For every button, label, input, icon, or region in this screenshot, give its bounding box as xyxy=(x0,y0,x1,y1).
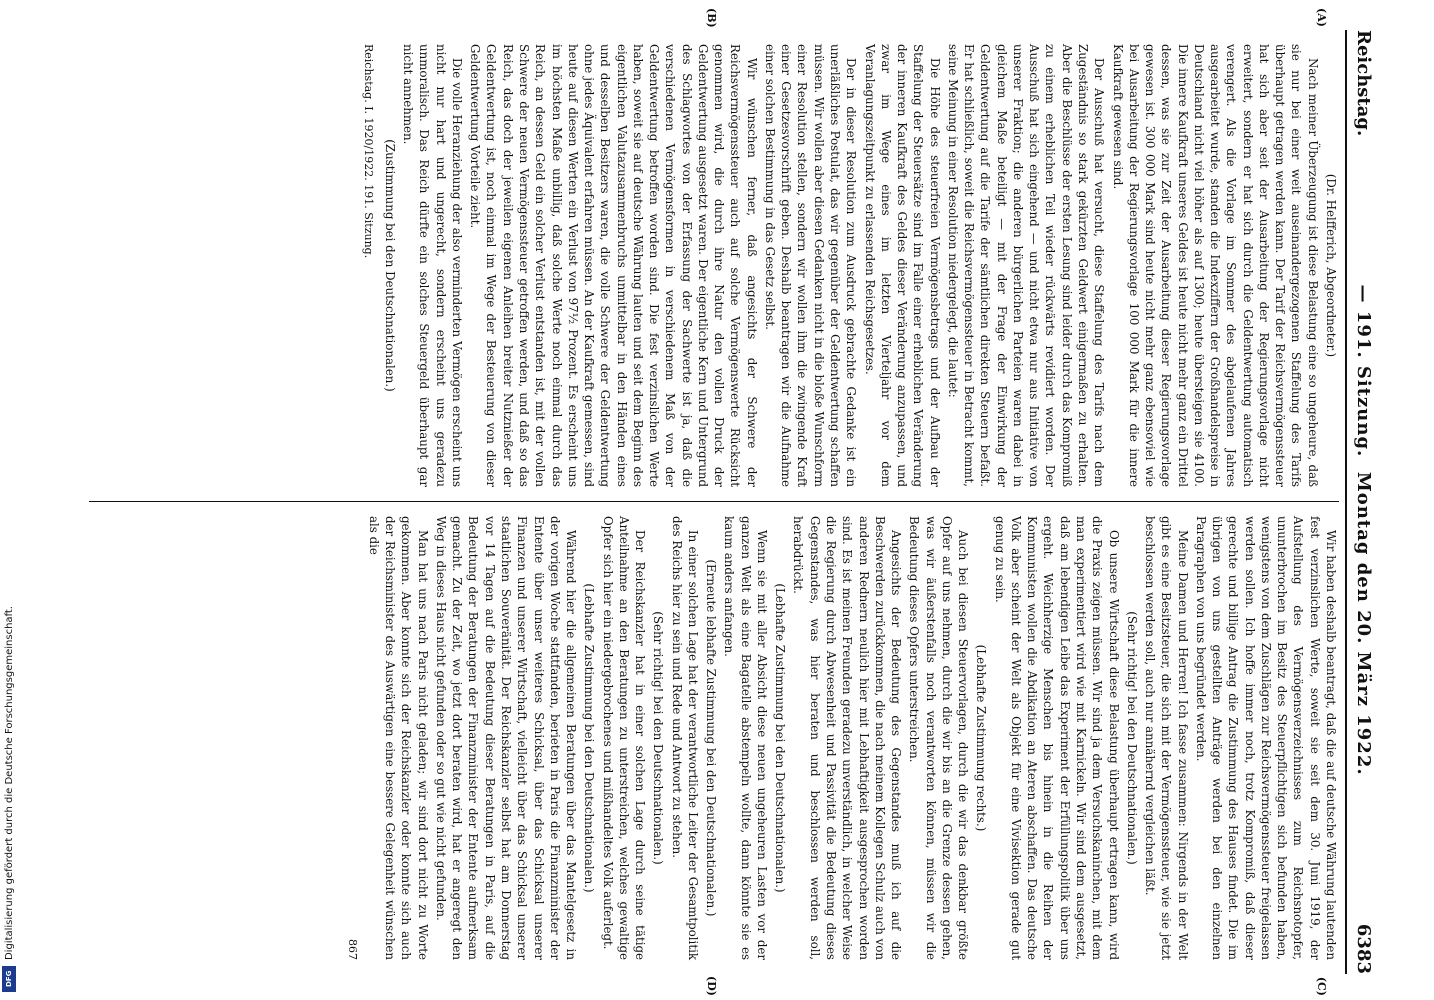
header-date: Montag den 20. März 1922. xyxy=(1353,471,1374,776)
page-number: 6383 xyxy=(1353,923,1374,974)
interjection: (Sehr richtig! bei den Deutschnationalen.) xyxy=(651,611,666,865)
interjection: (Lebhafte Zustimmung rechts.) xyxy=(974,644,989,832)
interjection: (Lebhafte Zustimmung bei den Deutschnationalen.) xyxy=(582,583,597,893)
left-footer: Reichstag. I. 1920/1922. 191. Sitzung. xyxy=(361,44,375,259)
right-paragraph: Auch bei diesen Steuervorlagen, durch die wir das denkbar größte Opfer auf uns nehmen, durch die wir bis an die Grenze dessen gehen, was wir äußerstenfalls noch verantworten können, müssen wir die Bedeutung dieses Opfers unterstreichen. xyxy=(907,516,971,960)
left-column xyxy=(89,8,1339,502)
margin-marker-a: (A) xyxy=(1315,8,1328,27)
right-paragraph: Ob unsere Wirtschaft diese Belastung überhaupt ertragen kann, wird die Praxis zeigen müssen. Wir sind ja dem Versuchskaninchen, mit dem man experimentiert wird wie mit Karnickeln. Wir sind dem ausgesetzt, daß am lebendigen Leibe das Experiment der Erfüllungspolitik über uns ergeht. Weichherzige Menschen bis hinein in die Reihen der Kommunisten wollen die Abdikation an Ateren abschaffen. Das deutsche Volk aber scheint der Welt als Objekt für eine Vivisektion gerade gut genug zu sein. xyxy=(992,516,1121,960)
footer-page-number: 867 xyxy=(345,939,359,960)
right-paragraph: Während hier die allgemeinen Beratungen über das Mantelgesetz in der vorigen Woche stattfanden, berieten in Paris die Finanzminister der Entente über unser weiteres Schicksal, über das Schicksal unserer Finanzen und unserer Wirtschaft, vielleicht über das Schicksal unserer staatlichen Souveränität. Der Reichskanzler selbst hat am Donnerstag vor 14 Tagen auf die Bedeutung dieser Beratungen in Paris, auf die Bedeutung der Beratungen der Finanzminister der Entente aufmerksam gemacht. Zu der Zeit, wo jetzt dort beraten wird, hat er angeregt den Weg in dieses Haus nicht gefunden oder so gut wie nicht gefunden. xyxy=(433,516,579,960)
interjection: (Sehr richtig! bei den Deutschnationalen.) xyxy=(1124,611,1139,865)
header-left: Reichstag. xyxy=(1353,30,1374,137)
interjection: (Zustimmung bei den Deutschnationalen.) xyxy=(382,139,397,392)
right-paragraph: Meine Damen und Herren! Ich fasse zusammen: Nirgends in der Welt gibt es eine Besitzsteuer, die sich mit der Vermögenssteuer, wie sie jetzt beschlossen werden soll, auch nur annähernd vergleichen läßt. xyxy=(1143,516,1190,960)
margin-marker-b: (B) xyxy=(705,8,718,28)
header-session: — 191. Sitzung. Montag den 20. März 1922. xyxy=(1353,284,1374,776)
interjection: (Lebhafte Zustimmung bei den Deutschnationalen.) xyxy=(773,583,788,893)
margin-marker-c: (C) xyxy=(1315,976,1328,996)
right-paragraph: Wenn sie mit aller Absicht diese neuen ungeheuren Lasten vor der ganzen Welt als eine Bagatelle abstempeln wollte, dann könnte sie es kaum anders anfangen. xyxy=(722,516,769,960)
left-paragraph: Der Ausschuß hat versucht, diese Staffelung des Tarifs nach dem Zugeständnis so stark gekürzten Geldwert einigermaßen zu erhalten. Aber die Beschlüsse der ersten Lesung sind leider durch das Kompromiß zu einem erheblichen Teil wieder rückwärts revidiert worden. Der Ausschuß hat sich eingehend — und nicht etwa nur aus Initiative von unserer Fraktion; die anderen bürgerlichen Parteien waren dabei in gleichem Maße beteiligt — mit der Frage der Einwirkung der Geldentwertung auf die Tarife der sämtlichen direkten Steuern befaßt. Er hat schließlich, soweit die Reichsvermögenssteuer in Betracht kommt, seine Meinung in einer Resolution niedergelegt, die lautet: xyxy=(945,44,1107,487)
left-paragraph: Nach meiner Überzeugung ist diese Belastung eine so ungeheure, daß sie nur bei einer weit auseinandergezogenen Staffelung des Tarifs überhaupt getragen werden kann. Der Tarif der Reichsvermögenssteuer hat sich aber seit der Ausarbeitung der Regierungsvorlage nicht erweitert, sondern er hat sich durch die Geldentwertung automatisch verengert. Als die Vorlage im Sommer des abgelaufenen Jahres ausgearbeitet wurde, standen die Indexziffern der Großhandelspreise in Deutschland nicht viel höher als auf 1300; heute übersteigen sie 4100. Die innere Kaufkraft unseres Geldes ist heute nicht mehr ganz ein Drittel dessen, was sie zur Zeit der Ausarbeitung dieser Regierungsvorlage gewesen ist. 300 000 Mark sind heute nicht mehr ganz ebensoviel wie bei Ausarbeitung der Regierungsvorlage 100 000 Mark für die innere Kaufkraft gewesen sind. xyxy=(1110,44,1320,487)
right-paragraph: Man hat uns nach Paris nicht geladen; wir sind dort nicht zu Worte gekommen. Aber konnte sich der Reichskanzler oder konnte sich auch der Reichsminister des Auswärtigen eine bessere Gelegenheit wünschen als die xyxy=(366,516,430,960)
right-paragraph: Der Reichskanzler hat in einer solchen Lage durch seine tätige Anteilnahme an den Beratungen zu unterstreichen, welches gewaltige Opfer sich hier ein niedergebrochenes und mißhandeltes Volk auferlegt. xyxy=(600,516,648,960)
digitization-credit: Digitalisierung gefördert durch die Deutsche Forschungsgemeinschaft. xyxy=(4,605,15,960)
text-columns xyxy=(89,8,1339,996)
right-paragraph: In einer solchen Lage hat der verantwortliche Leiter der Gesamtpolitik des Reichs hier zu sein und Rede und Antwort zu stehen. xyxy=(669,516,700,960)
page-header xyxy=(1345,30,1374,974)
left-paragraph: Die volle Heranziehung der also verminderten Vermögen erscheint uns nicht nur hart und ungerecht, sondern erscheint uns geradezu unmoralisch. Das Reich dürfte ein solches Steuergeld überhaupt gar nicht annehmen. xyxy=(401,44,464,487)
left-paragraph: Der in dieser Resolution zum Ausdruck gebrachte Gedanke ist ein unerläßliches Postulat, das wir gegenüber der Geldentwertung schaffen müssen. Wir wollen aber diesen Gedanken nicht in die bloße Wunschform einer Resolution stellen, sondern wir wollen ihm die zwingende Kraft einer Gesetzesvorschrift geben. Deshalb beantragen wir die Aufnahme einer solchen Bestimmung in das Gesetz selbst. xyxy=(762,44,859,487)
right-paragraph: Angesichts der Bedeutung des Gegenstandes muß ich auf die Beschwerden zurückkommen, die nach meinem Kollegen Schulz auch von anderen Rednern neulich hier mit Lebhaftigkeit ausgesprochen worden sind. Es ist meinen Freunden geradezu unverständlich, in welcher Weise die Regierung durch Abwesenheit und Passivität die Bedeutung dieses Gegenstandes, was hier beraten und beschlossen werden soll, herabdrückt. xyxy=(791,516,904,960)
right-column xyxy=(89,502,1339,996)
margin-marker-d: (D) xyxy=(705,976,718,996)
dfg-logo: DFG xyxy=(2,966,16,992)
speaker-line: (Dr. Helfferich, Abgeordneter.) xyxy=(1324,173,1338,358)
right-footer xyxy=(344,516,359,960)
left-paragraph: Wir wünschen ferner, daß angesichts der Schwere der Reichsvermögenssteuer auch auf solche Vermögenswerte Rücksicht genommen wird, die durch ihre Natur den vollen Druck der Geldentwertung ausgesetzt waren. Der eigentliche Kern und Untergrund des Schlagwortes von der Erfassung der Sachwerte ist ja, daß die verschiedenen Vermögensformen in verschiedenem Maß von der Geldentwertung betroffen worden sind. Die fest verzinslichen Werte haben, soweit sie auf deutsche Währung lauten und seit dem Beginn des eigentlichen Valutazusammenbruchs unmittelbar in den Händen eines und desselben Besitzers waren, die volle Schwere der Geldentwertung ohne jedes Äquivalent erfahren müssen. An der Kaufkraft gemessen, sind heute auf diesen Werten ein Verlust von 97½ Prozent. Es erscheint uns im höchsten Maße unbillig, daß solche Werte noch einmal durch das Reich, an dessen Geld ein solcher Verlust entstanden ist, mit der vollen Schwere der neuen Vermögenssteuer getroffen werden, und daß so das Reich, das doch der jeweilen eigenen Anleihen breiter Nutznießer der Geldentwertung ist, noch einmal im Wege der Besteuerung von dieser Geldentwertung Vorteile zieht. xyxy=(468,44,759,487)
interjection: (Erneute lebhafte Zustimmung bei den Deutschnationalen.) xyxy=(704,559,719,917)
right-paragraph: Wir haben deshalb beantragt, daß die auf deutsche Währung lautenden fest verzinslichen Werte, soweit sie seit dem 30. Juni 1919, der Aufstellung des Vermögensverzeichnisses zum Reichsnotopfer, ununterbrochen im Besitz des Steuerpflichtigen sich befunden haben, wenigstens von dem Zuschlägen zur Reichsvermögenssteuer freigelassen werden sollen. Ich hoffe immer noch, trotz Kompromiß, daß dieser gerechte und billige Antrag die Zustimmung des Hauses findet. Die im übrigen von uns gestellten Anträge werden bei den einzelnen Paragraphen von uns begründet werden. xyxy=(1193,516,1338,960)
left-paragraph: Die Höhe des steuerfreien Vermögensbetrags und der Aufbau der Staffelung der Steuersätze sind im Falle einer erheblichen Veränderung der inneren Kaufkraft des Geldes dieser Veränderung anzupassen, und zwar im Wege eines im letzten Vierteljahr vor dem Veranlagungszeitpunkt zu erlassenden Reichsgesetzes. xyxy=(862,44,942,487)
